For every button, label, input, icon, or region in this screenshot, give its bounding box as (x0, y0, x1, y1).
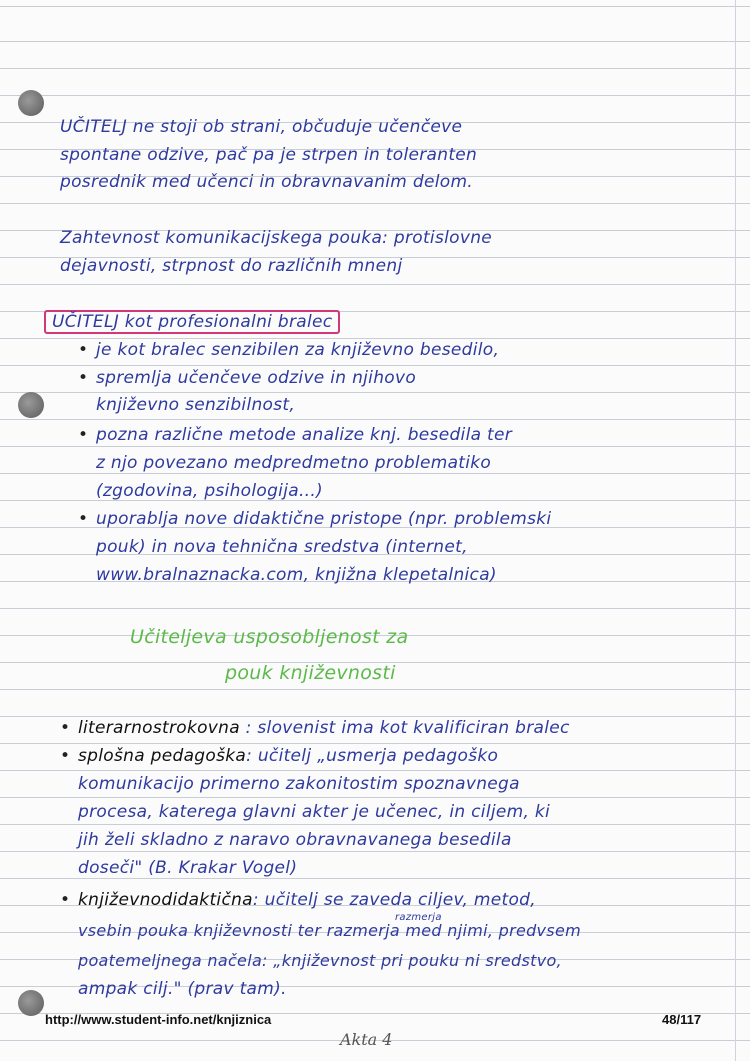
item-text: poatemeljnega načela: „književnost pri pouku ni sredstvo, (78, 951, 562, 970)
footer-url[interactable]: http://www.student-info.net/knjiznica (45, 1012, 272, 1027)
text-line: dejavnosti, strpnost do različnih mnenj (60, 256, 403, 276)
signature: Akta 4 (340, 1030, 393, 1049)
item-text: vsebin pouka književnosti ter razmerja med njimi, predvsem (78, 921, 581, 940)
bullet-text: uporablja nove didaktične pristope (npr. problemski (96, 509, 552, 529)
bullet-text: (zgodovina, psihologija...) (96, 481, 323, 501)
item-text: učitelj „usmerja pedagoško (257, 746, 499, 766)
bullet-icon: • (60, 746, 71, 766)
punch-hole (18, 392, 44, 418)
text-line: spontane odzive, pač pa je strpen in toleranten (60, 145, 478, 165)
section-heading-boxed: UČITELJ kot profesionalni bralec (44, 310, 340, 334)
item-text: komunikacijo primerno zakonitostim spoznavnega (78, 774, 520, 794)
item-key: književnodidaktična (78, 890, 253, 910)
item-text: jih želi skladno z naravo obravnavanega besedila (78, 830, 512, 850)
item-text: ampak cilj." (prav tam). (78, 979, 287, 999)
bullet-icon: • (78, 509, 89, 529)
bullet-text: z njo povezano medpredmetno problematiko (96, 453, 492, 473)
punch-hole (18, 990, 44, 1016)
bullet-text: www.bralnaznacka.com, knjižna klepetalnica) (96, 565, 497, 585)
bullet-text: je kot bralec senzibilen za književno besedilo, (96, 340, 500, 360)
text-line: UČITELJ ne stoji ob strani, občuduje učenčeve (60, 117, 463, 137)
item-text: učitelj se zaveda ciljev, metod, (264, 890, 536, 910)
bullet-icon: • (60, 718, 71, 738)
bullet-icon: • (78, 340, 89, 360)
margin-line (735, 0, 736, 1061)
page-number: 48/117 (662, 1012, 702, 1027)
item-text: slovenist ima kot kvalificiran bralec (257, 718, 570, 738)
punch-hole (18, 90, 44, 116)
bullet-text: pouk) in nova tehnična sredstva (internet, (96, 537, 468, 557)
item-key: literarnostrokovna (78, 718, 240, 738)
item-text: doseči" (B. Krakar Vogel) (78, 858, 298, 878)
item-key: splošna pedagoška (78, 746, 247, 766)
bullet-text: spremlja učenčeve odzive in njihovo (96, 368, 417, 388)
bullet-icon: • (78, 368, 89, 388)
correction-note: razmerja (395, 912, 442, 923)
section-heading: pouk književnosti (225, 662, 396, 684)
section-heading: Učiteljeva usposobljenost za (130, 626, 409, 648)
text-line: Zahtevnost komunikacijskega pouka: protislovne (60, 228, 493, 248)
bullet-icon: • (78, 425, 89, 445)
bullet-text: pozna različne metode analize knj. besedila ter (96, 425, 513, 445)
bullet-text: književno senzibilnost, (96, 395, 296, 415)
bullet-icon: • (60, 890, 71, 910)
item-text: procesa, katerega glavni akter je učenec, in ciljem, ki (78, 802, 551, 822)
text-line: posrednik med učenci in obravnavanim delom. (60, 172, 474, 192)
